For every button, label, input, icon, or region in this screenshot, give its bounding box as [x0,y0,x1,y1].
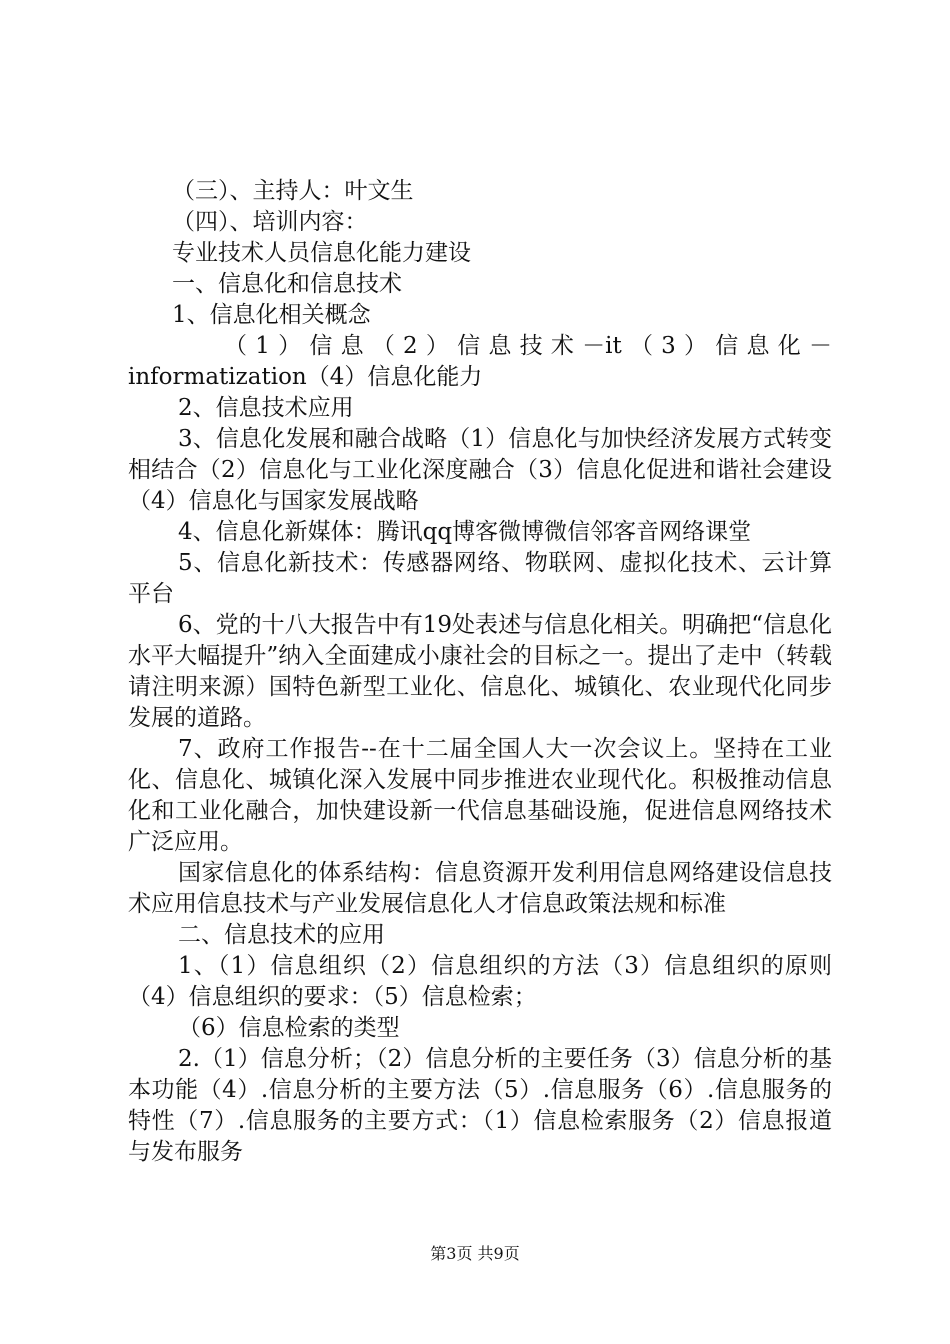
paragraph-topic-title: 专业技术人员信息化能力建设 [172,240,471,266]
paragraph-item-4: 4、信息化新媒体：腾讯qq博客微博微信邻客音网络课堂 [178,519,752,545]
paragraph-app-1: 1、（1）信息组织（2）信息组织的方法（3）信息组织的原则（4）信息组织的要求：（5）信息检索； [128,953,832,1010]
paragraph-item-2: 2、信息技术应用 [178,395,354,421]
section-heading-1: 一、信息化和信息技术 [172,271,402,297]
paragraph-item-3: 3、信息化发展和融合战略（1）信息化与加快经济发展方式转变相结合（2）信息化与工业化深度融合（3）信息化促进和谐社会建设（4）信息化与国家发展战略 [128,426,832,514]
paragraph-item-6: 6、党的十八大报告中有19处表述与信息化相关。明确把“信息化水平大幅提升”纳入全面建成小康社会的目标之一。提出了走中（转载请注明来源）国特色新型工业化、信息化、城镇化、农业现代化同步发展的道路。 [128,612,832,731]
paragraph-concepts: （1）信息（2）信息技术－it（3）信息化－informatization（4）信息化能力 [128,333,832,390]
paragraph-item-1: 1、信息化相关概念 [172,302,371,328]
paragraph-host: （三）、主持人：叶文生 [172,178,414,204]
section-heading-2: 二、信息技术的应用 [178,922,385,948]
paragraph-app-2: 2.（1）信息分析；（2）信息分析的主要任务（3）信息分析的基本功能（4）.信息分析的主要方法（5）.信息服务（6）.信息服务的特性（7）.信息服务的主要方式：（1）信息检索服务（2）信息报道与发布服务 [128,1046,832,1165]
paragraph-item-7: 7、政府工作报告--在十二届全国人大一次会议上。坚持在工业化、信息化、城镇化深入发展中同步推进农业现代化。积极推动信息化和工业化融合，加快建设新一代信息基础设施，促进信息网络技术广泛应用。 [128,736,832,855]
page-number-footer: 第3页 共9页 [430,1244,520,1263]
document-body [128,176,832,1168]
paragraph-architecture: 国家信息化的体系结构：信息资源开发利用信息网络建设信息技术应用信息技术与产业发展信息化人才信息政策法规和标准 [128,860,832,917]
paragraph-training-content: （四）、培训内容： [172,209,368,235]
paragraph-app-1-cont: （6）信息检索的类型 [178,1015,400,1041]
paragraph-item-5: 5、信息化新技术：传感器网络、物联网、虚拟化技术、云计算平台 [128,550,832,607]
